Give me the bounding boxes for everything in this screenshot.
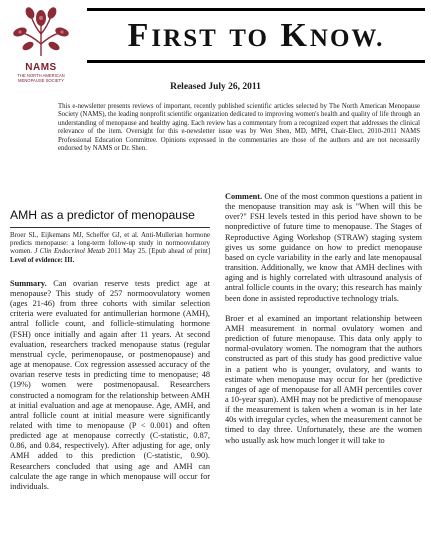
nams-logo xyxy=(6,4,76,94)
citation-authors: Broer SL, Eijkemans MJ, Scheffer GJ, et al. Anti-Mullerian hormone predicts menopause: a long-term follow-up study in normoovulatory women. xyxy=(10,232,210,256)
title-divider xyxy=(10,227,210,228)
masthead xyxy=(87,8,425,63)
comment-paragraph xyxy=(225,192,422,304)
summary-label: Summary. xyxy=(10,278,47,288)
citation xyxy=(10,232,210,265)
citation-journal: J Clin Endocrinol Metab xyxy=(34,248,105,256)
comment-text-1: One of the most common questions a patient in the menopause transition may ask is "When will this be over?" FSH levels tested in this period have shown to be nonpredictive of future time to menopause. The Stages of Reproductive Aging Workshop (STRAW) staging system gives us some guidance on how to predict menopause based on cycle variability in the early and late menopausal transition. Additionally, we know that AMH declines with aging and is highly correlated with ultrasound analysis of antral follicle counts in the ovary; this research has mainly been done in assisted reproductive technology trials. xyxy=(225,192,422,303)
title-letter-f: F xyxy=(127,16,152,54)
title-now: NOW. xyxy=(309,24,385,52)
comment-label: Comment. xyxy=(225,192,263,201)
title-letter-k: K xyxy=(280,16,310,54)
citation-level: III. xyxy=(64,256,75,264)
intro-paragraph: This e-newsletter presents reviews of important, recently published scientific articles selected by The North American Menopause Society (NAMS), the leading nonprofit scientific organization dedicated to improving women's health and quality of life through an understanding of menopause and healthy aging. Each review has a commentary from a recognized expert that addresses the clinical relevance of the item. Oversight for this e-newsletter issue was by Wen Shen, MD, MPH, Chair-Elect, 2010-2011 NAMS Professional Education Committee. Opinions expressed in the commentaries are those of the authors and are not necessarily endorsed by NAMS or Dr. Shen. xyxy=(58,103,420,153)
logo-text xyxy=(6,62,76,83)
citation-date: 2011 May 25. [Epub ahead of print] xyxy=(107,248,210,256)
comment-paragraph-2: Broer et al examined an important relationship between AMH measurement in normal ovulatory women and prediction of future menopause. This data only apply to normal-ovulatory women. The nomogram that the authors constructed as part of this study has good predictive value in a patient who is younger, ovulatory, and wants to estimate when menopause may occur for her (predictive ranges of age of menopause for all AMH percentiles cover a 10-year span). AMH may not be predictive of menopause if the measurement is taken when a woman is in her late 40s with irregular cycles, when the measurement cannot be timed to day three. Unfortunately, these are the women who usually ask how much longer it will take to xyxy=(225,313,422,445)
citation-level-label: Level of evidence: xyxy=(10,256,63,264)
title-to: TO xyxy=(229,24,269,52)
logo-acronym: NAMS xyxy=(25,62,57,73)
summary-paragraph xyxy=(10,279,210,492)
article-title: AMH as a predictor of menopause xyxy=(10,208,195,222)
right-column xyxy=(225,192,422,456)
summary-text: Can ovarian reserve tests predict age at menopause? This study of 257 normoovulatory women (ages 21-46) from three cohorts with similar selection criteria were evaluated for antimullerian hormone (AMH), antral follicle count, and follicle-stimulating hormone (FSH) once initially and again after 11 years. At second evaluation, researchers tracked menopause status (regular menstrual cycle, perimenopause, or postmenopause) and age at menopause. Cox regression assessed accuracy of the ovarian reserve tests in predicting time to menopause; 48 (19%) women were postmenopausal. Researchers constructed a nomogram for the relationship between AMH at initial evaluation and age at menopause. Age, AMH, and antral follicle count at initial measure were significantly related with time to menopause (P < 0.001) and often predicted age at menopause correctly (C-statistic, 0.87, 0.86, and 0.84, respectively). After adjusting for age, only AMH added to this prediction (C-statistic, 0.90). Researchers concluded that using age and AMH can calculate the age range in which menopause will occur for individuals. xyxy=(10,278,210,491)
release-date: Released July 26, 2011 xyxy=(170,82,261,92)
title-irst: IRST xyxy=(151,24,218,52)
flower-logo-icon xyxy=(6,4,76,62)
left-column xyxy=(10,232,210,502)
newsletter-title xyxy=(128,17,385,55)
logo-full-name: THE NORTH AMERICAN MENOPAUSE SOCIETY xyxy=(17,73,65,83)
